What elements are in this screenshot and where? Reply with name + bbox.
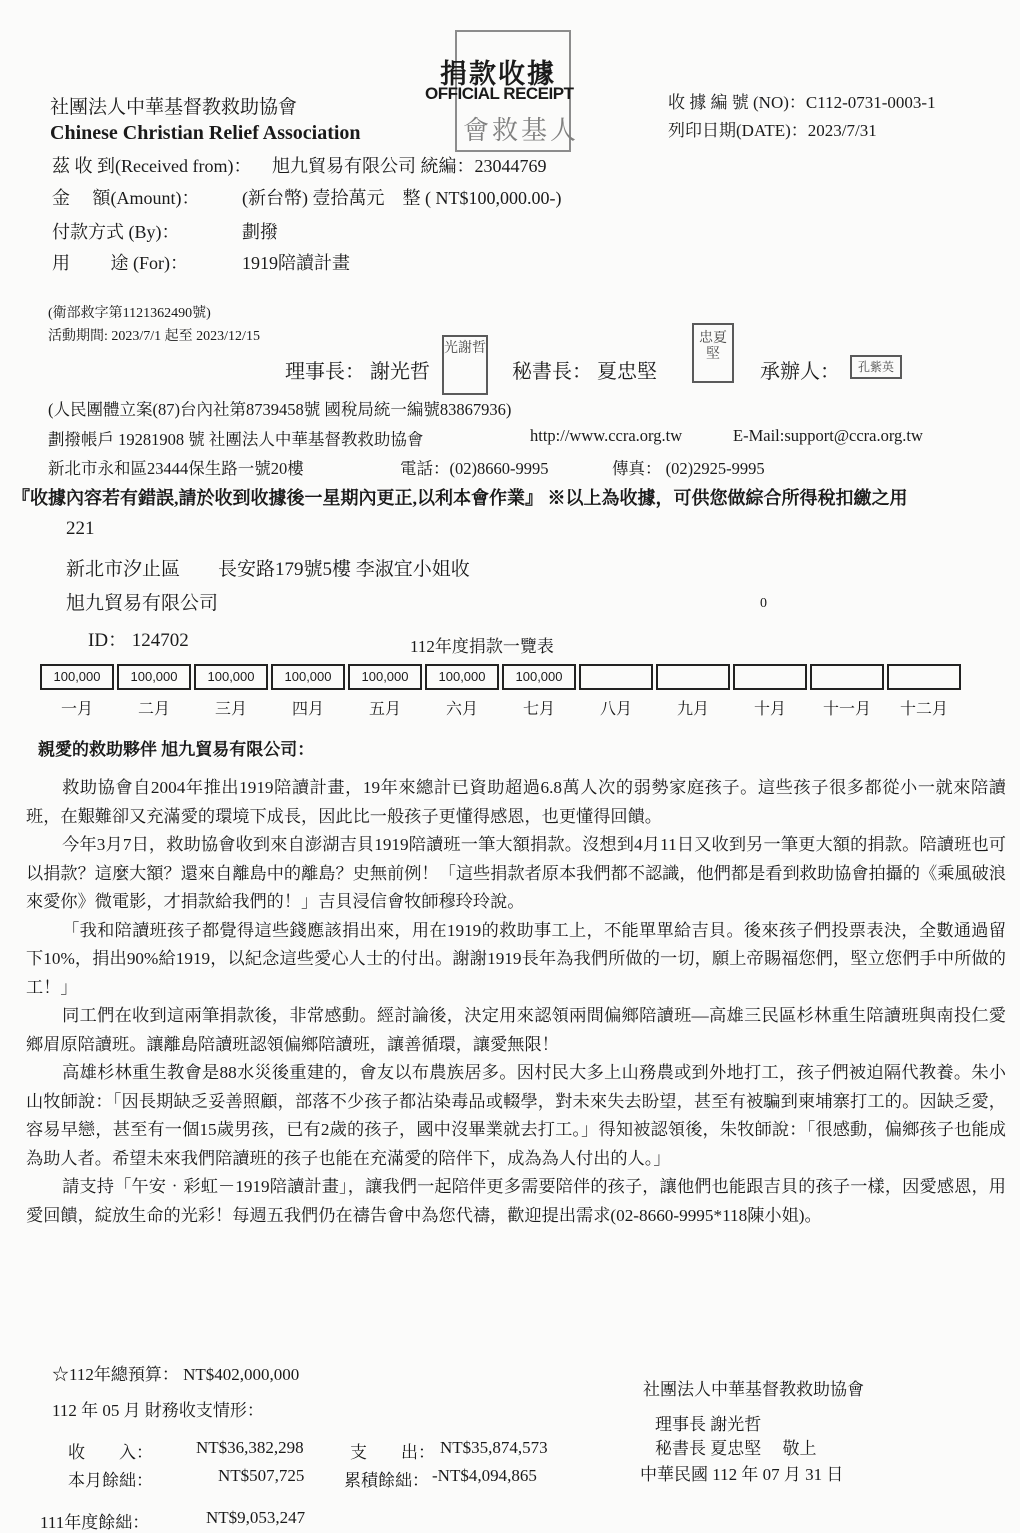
org-name-cn: 社團法人中華基督教救助協會 bbox=[50, 97, 298, 118]
month-donation-box: 100,000 bbox=[425, 664, 499, 690]
chair-seal: 光謝哲 bbox=[442, 335, 488, 395]
zip-code: 221 bbox=[66, 518, 95, 539]
finance-period-title: 112 年 05 月 財務收支情形： bbox=[52, 1401, 264, 1420]
donation-month-labels bbox=[40, 696, 961, 719]
letter-paragraph: 同工們在收到這兩筆捐款後，非常感動。經討論後，決定用來認領兩間偏鄉陪讀班—高雄三民區杉林重生陪讀班與南投仁愛鄉眉原陪讀班。讓離島陪讀班認領偏鄉陪讀班，讓善循環，讓愛無限！ bbox=[26, 1006, 1006, 1054]
org-name-en: Chinese Christian Relief Association bbox=[50, 122, 361, 144]
donation-table-title: 112年度捐款一覽表 bbox=[410, 637, 554, 656]
month-label: 八月 bbox=[599, 701, 632, 718]
mailing-code: 0 bbox=[760, 596, 767, 611]
month-donation-box bbox=[656, 664, 730, 690]
month-label: 九月 bbox=[676, 701, 709, 718]
permit-number: (衛部救字第1121362490號) bbox=[48, 306, 211, 321]
mailing-company: 旭九貿易有限公司 bbox=[66, 593, 219, 614]
month-donation-box: 100,000 bbox=[502, 664, 576, 690]
cumulative-value: -NT$4,094,865 bbox=[432, 1466, 537, 1485]
income-label: 收 入： bbox=[68, 1443, 153, 1462]
secretary-signature: 秘書長： 夏忠堅 bbox=[512, 361, 657, 383]
cumulative-label: 累積餘絀： bbox=[344, 1471, 429, 1490]
activity-period: 活動期間: 2023/7/1 起至 2023/12/15 bbox=[48, 329, 260, 344]
org-phone: 電話：(02)8660-9995 bbox=[400, 459, 549, 478]
website-link[interactable]: http://www.ccra.org.tw bbox=[530, 426, 683, 445]
month-label: 六月 bbox=[445, 701, 478, 718]
month-label: 十月 bbox=[753, 701, 786, 718]
month-label: 五月 bbox=[368, 701, 401, 718]
month-donation-box: 100,000 bbox=[117, 664, 191, 690]
month-donation-box: 100,000 bbox=[348, 664, 422, 690]
chair-signature: 理事長： 謝光哲 bbox=[285, 361, 430, 383]
closing-org: 社團法人中華基督教救助協會 bbox=[643, 1380, 864, 1399]
month-label: 七月 bbox=[522, 701, 555, 718]
month-balance-label: 本月餘絀： bbox=[68, 1471, 153, 1490]
secretary-seal: 忠夏堅 bbox=[692, 323, 734, 383]
registration-info: (人民團體立案(87)台內社第8739458號 國稅局統一編號83867936) bbox=[48, 400, 512, 419]
org-fax: 傳真： (02)2925-9995 bbox=[612, 459, 765, 478]
month-label: 二月 bbox=[137, 701, 170, 718]
month-label: 十一月 bbox=[822, 701, 871, 718]
purpose-row: 用 途 (For)： 1919陪讀計畫 bbox=[52, 253, 350, 273]
total-budget: ☆112年總預算： NT$402,000,000 bbox=[52, 1365, 300, 1384]
income-value: NT$36,382,298 bbox=[196, 1438, 304, 1457]
payment-method-row: 付款方式 (By)： 劃撥 bbox=[52, 222, 278, 242]
expense-value: NT$35,874,573 bbox=[440, 1438, 548, 1457]
receipt-title-cn: 捐款收據 bbox=[440, 59, 556, 89]
month-donation-box bbox=[579, 664, 653, 690]
correction-notice: 『收據內容若有錯誤,請於收到收據後一星期內更正,以利本會作業』 ※以上為收據，可供您做綜合所得稅扣繳之用 bbox=[12, 488, 908, 508]
letter-greeting: 親愛的救助夥伴 旭九貿易有限公司： bbox=[38, 740, 315, 759]
donation-account: 劃撥帳戶 19281908 號 社團法人中華基督教救助協會 bbox=[48, 430, 424, 449]
closing-secretary: 秘書長 夏忠堅 敬上 bbox=[655, 1439, 817, 1458]
association-seal: 會救基人 bbox=[455, 30, 571, 152]
letter-paragraph: 高雄杉林重生教會是88水災後重建的，會友以布農族居多。因村民大多上山務農或到外地打工，孩子們被迫隔代教養。朱小山牧師說：「因長期缺乏妥善照顧，部落不少孩子都沾染毒品或輟學，對未來失去盼望，甚至有被騙到柬埔寨打工的。因缺乏愛，容易早戀，甚至有一個15歲男孩，已有2歲的孩子，國中沒畢業就去打工。」得知被認領後，朱牧師說：「很感動，偏鄉孩子也能成為助人者。希望未來我們陪讀班的孩子也能在充滿愛的陪伴下，成為為人付出的人。」 bbox=[26, 1063, 1006, 1168]
letter-paragraph: 救助協會自2004年推出1919陪讀計畫，19年來總計已資助超過6.8萬人次的弱勢家庭孩子。這些孩子很多都從小一就來陪讀班，在艱難卻又充滿愛的環境下成長，因此比一般孩子更懂得感恩，也更懂得回饋。 bbox=[26, 778, 1006, 826]
received-from-row: 茲 收 到(Received from)： 旭九貿易有限公司 統編：23044769 bbox=[52, 156, 547, 176]
last-year-label: 111年度餘絀： bbox=[40, 1513, 150, 1532]
donor-id: ID： 124702 bbox=[88, 630, 189, 651]
month-donation-box bbox=[887, 664, 961, 690]
letter-paragraph: 今年3月7日，救助協會收到來自澎湖吉貝1919陪讀班一筆大額捐款。沒想到4月11日又收到另一筆更大額的捐款。陪讀班也可以捐款？這麼大額？還來自離島中的離島？史無前例！「這些捐款者原本我們都不認識，他們都是看到救助協會拍攝的《乘風破浪來愛你》微電影，才捐款給我們的！」吉貝浸信會牧師穆玲玲說。 bbox=[26, 835, 1006, 911]
month-donation-box: 100,000 bbox=[194, 664, 268, 690]
print-date: 列印日期(DATE)：2023/7/31 bbox=[668, 121, 877, 140]
email-link[interactable]: E-Mail:support@ccra.org.tw bbox=[733, 426, 923, 445]
letter-body bbox=[26, 774, 1006, 1230]
closing-date: 中華民國 112 年 07 月 31 日 bbox=[640, 1465, 844, 1484]
expense-label: 支 出： bbox=[350, 1443, 435, 1462]
month-donation-box bbox=[810, 664, 884, 690]
donation-month-boxes bbox=[40, 664, 961, 690]
handler-signature: 承辦人： bbox=[760, 361, 840, 383]
month-donation-box bbox=[733, 664, 807, 690]
month-donation-box: 100,000 bbox=[40, 664, 114, 690]
month-donation-box: 100,000 bbox=[271, 664, 345, 690]
mailing-address: 新北市汐止區 長安路179號5樓 李淑宜小姐收 bbox=[66, 559, 470, 580]
handler-seal: 孔紫英 bbox=[850, 355, 902, 379]
receipt-number: 收 據 編 號 (NO)：C112-0731-0003-1 bbox=[668, 93, 936, 112]
month-balance-value: NT$507,725 bbox=[218, 1466, 305, 1485]
letter-paragraph: 請支持「午安‧彩虹－1919陪讀計畫」，讓我們一起陪伴更多需要陪伴的孩子，讓他們也能跟吉貝的孩子一樣，因愛感恩，用愛回饋，綻放生命的光彩！每週五我們仍在禱告會中為您代禱，歡迎提出需求(02-8660-9995*118陳小姐)。 bbox=[26, 1177, 1006, 1225]
receipt-title-en: OFFICIAL RECEIPT bbox=[425, 84, 574, 103]
amount-row: 金 額(Amount)： (新台幣) 壹拾萬元 整 ( NT$100,000.00-) bbox=[52, 188, 562, 208]
month-label: 四月 bbox=[291, 701, 324, 718]
last-year-value: NT$9,053,247 bbox=[206, 1508, 306, 1527]
org-address: 新北市永和區23444保生路一號20樓 bbox=[48, 459, 304, 478]
month-label: 三月 bbox=[214, 701, 247, 718]
closing-chair: 理事長 謝光哲 bbox=[655, 1415, 762, 1434]
month-label: 一月 bbox=[60, 701, 93, 718]
month-label: 十二月 bbox=[899, 701, 948, 718]
letter-paragraph: 「我和陪讀班孩子都覺得這些錢應該捐出來，用在1919的救助事工上，不能單單給吉貝。後來孩子們投票表決，全數通過留下10%，捐出90%給1919，以紀念這些愛心人士的付出。謝謝1919長年為我們所做的一切，願上帝賜福您們，堅立您們手中所做的工！」 bbox=[26, 920, 1006, 997]
